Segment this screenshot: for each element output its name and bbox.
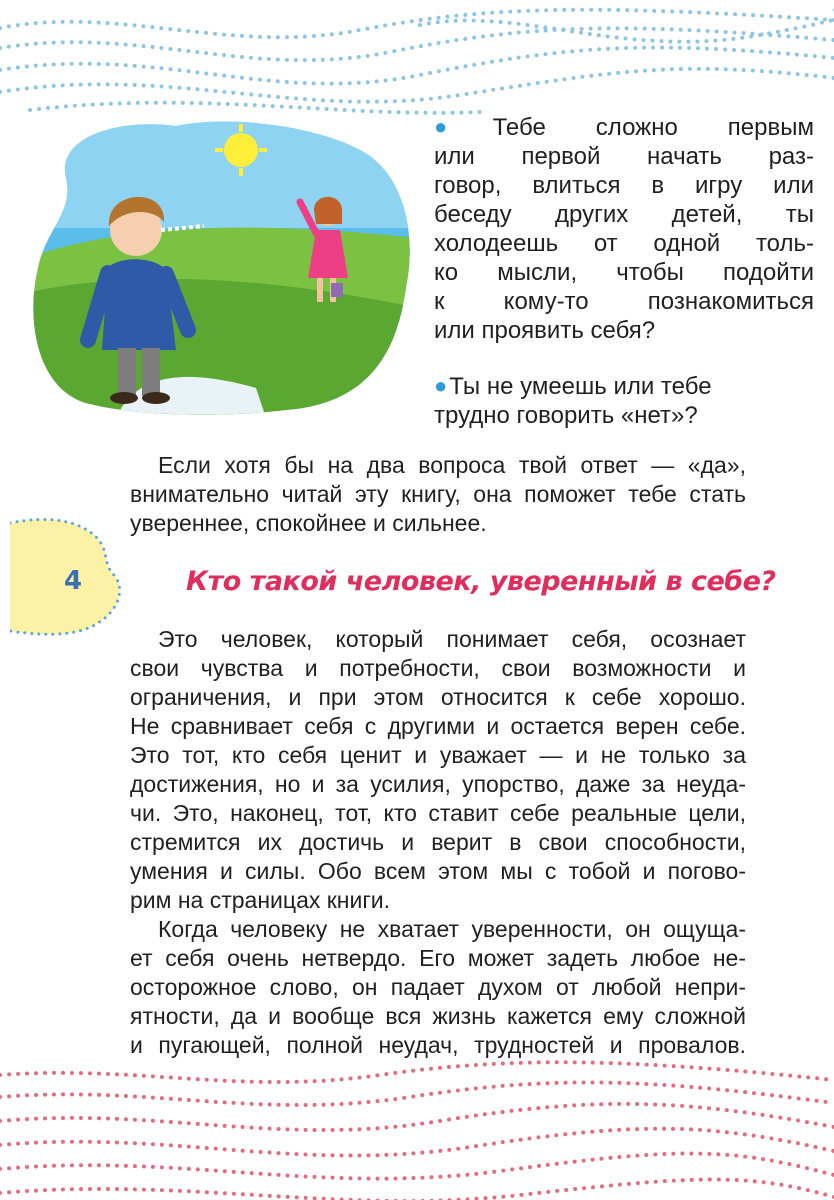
- body-paragraphs: Это человек, который понимает себя, осознает свои чувства и потребности, свои возможности и ограничения, и при этом относится к себе хорошо. Не сравнивает себя с другими и остается верен себе. Это тот, кто себя ценит и уважает — и не только за достижения, но и за усилия, упорство, даже за неуда- чи. Это, наконец, тот, кто ставит себе реальные цели, стремится их достичь и верит в свои способности, умения и силы. Обо всем этом мы с тобой и погово- рим на страницах книги. Когда человеку не хватает уверенности, он ощуща- ет себя очень нетвердо. Его может задеть любое не- осторожное слово, он падает духом от любой непри- ятности, да и вообще вся жизнь кажется ему сложной и пугающей, полной неудач, трудностей и провалов.: [130, 626, 746, 1058]
- bullet-question-2: ●Ты не умеешь или тебе трудно говорить «нет»?: [434, 373, 712, 429]
- section-heading: Кто такой человек, уверенный в себе?: [186, 566, 776, 597]
- bullet-dot-icon: ●: [434, 373, 448, 398]
- bullet-dot-icon: ●: [434, 114, 491, 139]
- page-number: 4: [64, 566, 83, 596]
- bottom-dotted-border: [0, 1055, 834, 1200]
- bullet-question-1: ●Тебе сложно первым или первой начать раз- говор, влиться в игру или беседу других детей, ты холодеешь от одной толь- ко мысли, чтобы подойти к кому-то познакомиться или проявить себя?: [434, 114, 814, 344]
- children-meadow-illustration: [26, 118, 418, 418]
- top-dotted-border: [0, 0, 834, 120]
- intro-paragraph: Если хотя бы на два вопроса твой ответ — «да», внимательно читай эту книгу, она поможет тебе стать увереннее, спокойнее и сильнее.: [130, 452, 746, 536]
